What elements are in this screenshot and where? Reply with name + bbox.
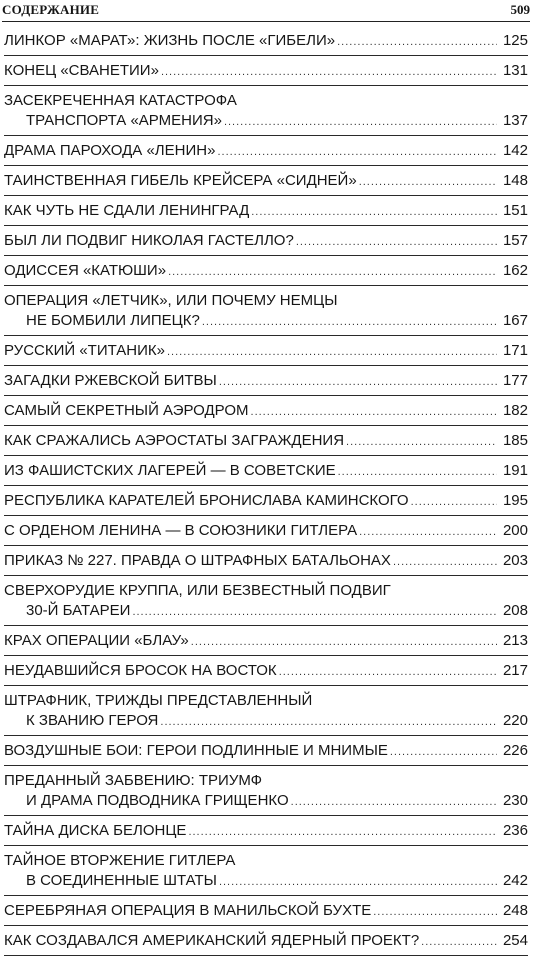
- toc-entry-title: ПРИКАЗ № 227. ПРАВДА О ШТРАФНЫХ БАТАЛЬОНАХ: [4, 552, 391, 569]
- toc-entry-page-number: 200: [502, 522, 528, 539]
- toc-entry[interactable]: [4, 521, 528, 546]
- toc-entry-title: ТАЙНОЕ ВТОРЖЕНИЕ ГИТЛЕРА: [4, 852, 236, 869]
- toc-entry-title: СВЕРХОРУДИЕ КРУППА, ИЛИ БЕЗВЕСТНЫЙ ПОДВИГ: [4, 582, 391, 599]
- toc-entry[interactable]: [4, 931, 528, 956]
- toc-entry-line: [4, 401, 528, 422]
- toc-entry-title: К ЗВАНИЮ ГЕРОЯ: [26, 712, 159, 729]
- toc-entry-page-number: 171: [502, 342, 528, 359]
- toc-entry[interactable]: [4, 631, 528, 656]
- dot-leader: [296, 232, 497, 252]
- toc-entry[interactable]: [4, 141, 528, 166]
- toc-entry-line: [4, 431, 528, 452]
- toc-entry[interactable]: [4, 851, 528, 896]
- toc-entry-page-number: 125: [502, 32, 528, 49]
- toc-entry-line: [4, 31, 528, 52]
- toc-entry-line: [4, 871, 528, 892]
- dot-leader: [390, 742, 497, 762]
- toc-entry-page-number: 142: [502, 142, 528, 159]
- toc-entry-title: 30-Й БАТАРЕИ: [26, 602, 131, 619]
- toc-entry-title: НЕУДАВШИЙСЯ БРОСОК НА ВОСТОК: [4, 662, 277, 679]
- toc-entry-page-number: 217: [502, 662, 528, 679]
- toc-entry-page-number: 213: [502, 632, 528, 649]
- toc-entry-title: ЛИНКОР «МАРАТ»: ЖИЗНЬ ПОСЛЕ «ГИБЕЛИ»: [4, 32, 336, 49]
- toc-entry-line: [4, 601, 528, 622]
- dot-leader: [411, 492, 497, 512]
- toc-entry[interactable]: [4, 461, 528, 486]
- toc-entry-page-number: 137: [502, 112, 528, 129]
- toc-entry-line: [4, 631, 528, 652]
- toc-entry-title: ПРЕДАННЫЙ ЗАБВЕНИЮ: ТРИУМФ: [4, 772, 263, 789]
- toc-entry-title: КАК ЧУТЬ НЕ СДАЛИ ЛЕНИНГРАД: [4, 202, 250, 219]
- toc-entry-line: [4, 661, 528, 682]
- dot-leader: [224, 112, 497, 132]
- toc-entry-line: [4, 741, 528, 762]
- toc-entry-line: [4, 691, 528, 711]
- toc-entry-line: [4, 551, 528, 572]
- toc-entry-page-number: 157: [502, 232, 528, 249]
- toc-entry[interactable]: [4, 581, 528, 626]
- toc-entry-page-number: 208: [502, 602, 528, 619]
- toc-entry-title: КАК СРАЖАЛИСЬ АЭРОСТАТЫ ЗАГРАЖДЕНИЯ: [4, 432, 345, 449]
- toc-entry-line: [4, 931, 528, 952]
- dot-leader: [346, 432, 497, 452]
- toc-entry-line: [4, 261, 528, 282]
- toc-entry-title: ШТРАФНИК, ТРИЖДЫ ПРЕДСТАВЛЕННЫЙ: [4, 692, 313, 709]
- page-number: 509: [510, 2, 530, 17]
- dot-leader: [217, 142, 497, 162]
- toc-entry-page-number: 248: [502, 902, 528, 919]
- toc-entry-title: КОНЕЦ «СВАНЕТИИ»: [4, 62, 159, 79]
- dot-leader: [161, 62, 497, 82]
- toc-entry-line: [4, 371, 528, 392]
- toc-entry-line: [4, 581, 528, 601]
- toc-entry-title: В СОЕДИНЕННЫЕ ШТАТЫ: [26, 872, 217, 889]
- toc-entry-line: [4, 461, 528, 482]
- toc-entry-title: ОПЕРАЦИЯ «ЛЕТЧИК», ИЛИ ПОЧЕМУ НЕМЦЫ: [4, 292, 338, 309]
- toc-entry[interactable]: [4, 551, 528, 576]
- toc-entry[interactable]: [4, 31, 528, 56]
- toc-entry-title: ЗАСЕКРЕЧЕННАЯ КАТАСТРОФА: [4, 92, 237, 109]
- dot-leader: [132, 602, 497, 622]
- toc-entry-title: СЕРЕБРЯНАЯ ОПЕРАЦИЯ В МАНИЛЬСКОЙ БУХТЕ: [4, 902, 372, 919]
- toc-entry-line: [4, 141, 528, 162]
- toc-entry-page-number: 182: [502, 402, 528, 419]
- toc-entry-title: КАК СОЗДАВАЛСЯ АМЕРИКАНСКИЙ ЯДЕРНЫЙ ПРОЕКТ?: [4, 932, 420, 949]
- toc-entry-title: КРАХ ОПЕРАЦИИ «БЛАУ»: [4, 632, 189, 649]
- toc-entry-title: САМЫЙ СЕКРЕТНЫЙ АЭРОДРОМ: [4, 402, 249, 419]
- toc-entry-line: [4, 201, 528, 222]
- dot-leader: [202, 312, 497, 332]
- toc-entry-page-number: 236: [502, 822, 528, 839]
- toc-entry-title: ИЗ ФАШИСТСКИХ ЛАГЕРЕЙ — В СОВЕТСКИЕ: [4, 462, 336, 479]
- toc-entry[interactable]: [4, 201, 528, 226]
- dot-leader: [373, 902, 497, 922]
- toc-entry-title: ОДИССЕЯ «КАТЮШИ»: [4, 262, 167, 279]
- toc-entry-line: [4, 711, 528, 732]
- dot-leader: [393, 552, 497, 572]
- toc-entry-page-number: 254: [502, 932, 528, 949]
- toc-entry[interactable]: [4, 491, 528, 516]
- toc-entry[interactable]: [4, 171, 528, 196]
- dot-leader: [251, 402, 497, 422]
- running-header: [2, 0, 530, 22]
- toc-entry[interactable]: [4, 821, 528, 846]
- dot-leader: [279, 662, 497, 682]
- dot-leader: [291, 792, 497, 812]
- dot-leader: [338, 462, 497, 482]
- toc-entry-line: [4, 491, 528, 512]
- toc-entry-title: И ДРАМА ПОДВОДНИКА ГРИЩЕНКО: [26, 792, 289, 809]
- toc-entry-title: НЕ БОМБИЛИ ЛИПЕЦК?: [26, 312, 200, 329]
- toc-entry[interactable]: [4, 371, 528, 396]
- toc-entry-page-number: 131: [502, 62, 528, 79]
- table-of-contents: [4, 31, 528, 961]
- toc-entry[interactable]: [4, 231, 528, 256]
- toc-entry-title: ТАИНСТВЕННАЯ ГИБЕЛЬ КРЕЙСЕРА «СИДНЕЙ»: [4, 172, 357, 189]
- toc-entry-line: [4, 851, 528, 871]
- toc-entry-page-number: 220: [502, 712, 528, 729]
- dot-leader: [167, 342, 497, 362]
- toc-entry-line: [4, 231, 528, 252]
- toc-entry-line: [4, 771, 528, 791]
- toc-entry-line: [4, 91, 528, 111]
- toc-entry-title: БЫЛ ЛИ ПОДВИГ НИКОЛАЯ ГАСТЕЛЛО?: [4, 232, 294, 249]
- toc-entry-line: [4, 341, 528, 362]
- toc-entry-page-number: 162: [502, 262, 528, 279]
- toc-entry[interactable]: [4, 341, 528, 366]
- toc-entry-page-number: 230: [502, 792, 528, 809]
- dot-leader: [359, 522, 497, 542]
- toc-entry[interactable]: [4, 431, 528, 456]
- toc-entry[interactable]: [4, 91, 528, 136]
- dot-leader: [219, 372, 497, 392]
- toc-entry[interactable]: [4, 771, 528, 816]
- toc-entry-title: ЗАГАДКИ РЖЕВСКОЙ БИТВЫ: [4, 372, 217, 389]
- toc-entry-title: ТРАНСПОРТА «АРМЕНИЯ»: [26, 112, 222, 129]
- toc-entry-page-number: 151: [502, 202, 528, 219]
- toc-entry-line: [4, 171, 528, 192]
- toc-entry-line: [4, 901, 528, 922]
- dot-leader: [191, 632, 497, 652]
- toc-entry-line: [4, 111, 528, 132]
- toc-entry-title: ВОЗДУШНЫЕ БОИ: ГЕРОИ ПОДЛИННЫЕ И МНИМЫЕ: [4, 742, 388, 759]
- dot-leader: [219, 872, 497, 892]
- toc-entry[interactable]: [4, 741, 528, 766]
- dot-leader: [359, 172, 497, 192]
- toc-entry-title: ДРАМА ПАРОХОДА «ЛЕНИН»: [4, 142, 216, 159]
- toc-entry-page-number: 242: [502, 872, 528, 889]
- toc-entry-title: РУССКИЙ «ТИТАНИК»: [4, 342, 165, 359]
- toc-entry-line: [4, 291, 528, 311]
- toc-entry-line: [4, 821, 528, 842]
- toc-entry[interactable]: [4, 901, 528, 926]
- toc-entry-page-number: 167: [502, 312, 528, 329]
- toc-entry-page-number: 191: [502, 462, 528, 479]
- dot-leader: [251, 202, 497, 222]
- dot-leader: [337, 32, 497, 52]
- toc-entry-page-number: 226: [502, 742, 528, 759]
- toc-entry[interactable]: [4, 291, 528, 336]
- toc-entry[interactable]: [4, 661, 528, 686]
- toc-entry-line: [4, 311, 528, 332]
- toc-entry-page-number: 148: [502, 172, 528, 189]
- dot-leader: [168, 262, 497, 282]
- dot-leader: [160, 712, 497, 732]
- toc-entry-page-number: 203: [502, 552, 528, 569]
- toc-entry[interactable]: [4, 691, 528, 736]
- toc-entry-title: С ОРДЕНОМ ЛЕНИНА — В СОЮЗНИКИ ГИТЛЕРА: [4, 522, 358, 539]
- toc-entry-page-number: 195: [502, 492, 528, 509]
- toc-entry-title: РЕСПУБЛИКА КАРАТЕЛЕЙ БРОНИСЛАВА КАМИНСКОГО: [4, 492, 409, 509]
- toc-entry-line: [4, 791, 528, 812]
- toc-entry[interactable]: [4, 261, 528, 286]
- running-header-title: СОДЕРЖАНИЕ: [2, 2, 100, 17]
- toc-entry-page-number: 185: [502, 432, 528, 449]
- dot-leader: [421, 932, 497, 952]
- toc-entry-line: [4, 521, 528, 542]
- toc-entry[interactable]: [4, 61, 528, 86]
- dot-leader: [188, 822, 497, 842]
- toc-entry-page-number: 177: [502, 372, 528, 389]
- toc-entry-line: [4, 61, 528, 82]
- toc-entry[interactable]: [4, 401, 528, 426]
- toc-entry-title: ТАЙНА ДИСКА БЕЛОНЦЕ: [4, 822, 187, 839]
